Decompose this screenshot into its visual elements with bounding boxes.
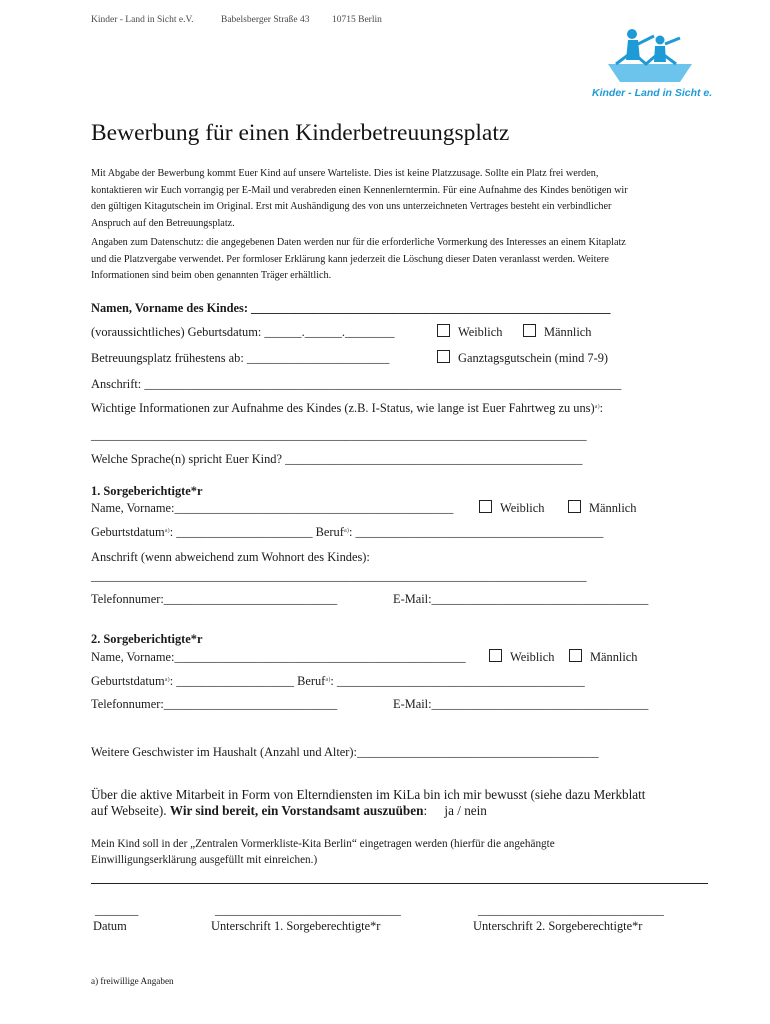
child-language-field[interactable]: Welche Sprache(n) spricht Euer Kind? ________________________________________________: [91, 452, 583, 466]
checkbox-icon[interactable]: [437, 350, 450, 363]
voucher-option[interactable]: [437, 350, 608, 366]
guardian2-male-option[interactable]: [569, 649, 638, 665]
guardian2-phone-field[interactable]: Telefonnumer:____________________________: [91, 697, 338, 711]
birth-field[interactable]: : ______________________: [169, 525, 313, 539]
date-signature-line[interactable]: _______: [95, 903, 139, 917]
option-label: Männlich: [544, 325, 592, 339]
intro-line: den gültigen Kitagutschein im Original. Erst mit Aushändigung des von uns unterzeichneten Vertrages besteht ein verbindlicher: [91, 201, 612, 212]
checkbox-icon[interactable]: [479, 500, 492, 513]
register-line: Mein Kind soll in der „Zentralen Vormerkliste-Kita Berlin“ eingetragen werden (hierfür die angehängte: [91, 838, 555, 850]
child2-body-shape: [654, 46, 666, 62]
siblings-field[interactable]: Weitere Geschwister im Haushalt (Anzahl und Alter):_______________________________________: [91, 745, 599, 759]
option-label: Männlich: [590, 650, 638, 664]
privacy-line: und die Platzvergabe verwendet. Per formloser Erklärung kann jederzeit die Löschung dieser Daten veranlasst werden. Weitere: [91, 253, 609, 265]
job-field[interactable]: : ________________________________________: [348, 525, 604, 539]
child-info-field[interactable]: ________________________________________________________________________________: [91, 428, 587, 442]
child-info-label: Wichtige Informationen zur Aufnahme des Kindes (z.B. I-Status, wie lange ist Euer Fahrtweg zu uns)$^{a)}$:: [91, 401, 604, 415]
birth-label: Geburtstdatum: [91, 525, 165, 539]
footnote-marker: a): [594, 403, 600, 410]
page-title: Bewerbung für einen Kinderbetreuungsplatz: [91, 120, 510, 146]
board-answer-option[interactable]: ja / nein: [444, 803, 487, 818]
duties-line2: [91, 803, 487, 819]
option-label: Weiblich: [510, 650, 555, 664]
child-start-field[interactable]: Betreuungsplatz frühestens ab: _______________________: [91, 351, 390, 365]
footnote-marker: a): [164, 527, 170, 534]
option-label: Weiblich: [500, 501, 545, 515]
child-male-option[interactable]: [523, 324, 592, 340]
header-org: Kinder - Land in Sicht e.V.: [91, 15, 194, 25]
footnote-marker: a): [325, 676, 331, 683]
duties-line: Über die aktive Mitarbeit in Form von Elterndiensten im KiLa bin ich mir bewusst (siehe dazu Merkblatt: [91, 787, 646, 802]
footnote-marker: a): [343, 527, 349, 534]
child-address-field[interactable]: Anschrift: _____________________________________________________________________________: [91, 377, 622, 391]
guardian2-email-field[interactable]: E-Mail:___________________________________: [393, 697, 649, 711]
checkbox-icon[interactable]: [523, 324, 536, 337]
option-label: Weiblich: [458, 325, 503, 339]
duties-text: auf Webseite).: [91, 803, 170, 818]
checkbox-icon[interactable]: [568, 500, 581, 513]
footnote-marker: a): [164, 676, 170, 683]
guardian1-email-field[interactable]: E-Mail:___________________________________: [393, 592, 649, 606]
boat-fold-shape: [616, 52, 676, 64]
footnote: a) freiwillige Angaben: [91, 976, 174, 986]
signature-divider: [91, 883, 708, 884]
child-head-shape: [627, 29, 637, 39]
guardian1-female-option[interactable]: [479, 500, 544, 516]
checkbox-icon[interactable]: [569, 649, 582, 662]
logo-graphic: [588, 22, 712, 102]
header-city: 10715 Berlin: [332, 15, 382, 25]
register-line: Einwilligungserklärung ausgefüllt mit einreichen.): [91, 854, 318, 866]
guardian1-address-label: Anschrift (wenn abweichend zum Wohnort des Kindes):: [91, 550, 370, 564]
child2-head-shape: [656, 36, 665, 45]
option-label: Ganztagsgutschein (mind 7-9): [458, 351, 609, 365]
date-label: Datum: [93, 919, 127, 933]
board-statement: Wir sind bereit, ein Vorstandsamt auszuüben: [169, 803, 424, 818]
guardian2-name-field[interactable]: Name, Vorname:_______________________________________________: [91, 650, 466, 664]
guardian2-female-option[interactable]: [489, 649, 554, 665]
telescope-shape: [665, 38, 680, 44]
guardian1-male-option[interactable]: [568, 500, 637, 516]
intro-paragraph: [91, 166, 701, 232]
guardian1-name-field[interactable]: Name, Vorname:_____________________________________________: [91, 501, 454, 515]
privacy-paragraph: [91, 235, 701, 285]
guardian1-address-field[interactable]: ________________________________________________________________________________: [91, 569, 587, 583]
intro-line: kontaktieren wir Euch vorrangig per E-Mail und verabreden einen Kennenlerntermin. Für eine Aufnahme des Kindes benötigen wir: [91, 184, 628, 196]
child-birthdate-field[interactable]: (voraussichtliches) Geburtsdatum: ______.______.________: [91, 325, 395, 339]
logo: [588, 22, 712, 102]
signature2-label: Unterschrift 2. Sorgeberechtigte*r: [473, 919, 643, 933]
intro-line: Mit Abgabe der Bewerbung kommt Euer Kind auf unsere Warteliste. Dies ist keine Platzzusage. Sollte ein Platz frei werden,: [91, 168, 599, 179]
job-label: Beruf: [315, 525, 344, 539]
intro-line: Anspruch auf den Betreuungsplatz.: [91, 217, 235, 229]
signature2-line[interactable]: ______________________________: [478, 903, 664, 917]
option-label: Männlich: [589, 501, 637, 515]
job-field[interactable]: : ________________________________________: [330, 674, 585, 688]
signature1-line[interactable]: ______________________________: [215, 903, 401, 917]
guardian2-heading: 2. Sorgeberichtigte*r: [91, 632, 203, 646]
guardian1-phone-field[interactable]: Telefonnumer:____________________________: [91, 592, 338, 606]
child-name-field[interactable]: Namen, Vorname des Kindes: __________________________________________________________: [91, 301, 611, 315]
guardian2-birth-job-row[interactable]: [91, 674, 585, 689]
checkbox-icon[interactable]: [437, 324, 450, 337]
duties-colon: :: [423, 803, 428, 818]
birth-label: Geburtstdatum: [91, 674, 165, 688]
guardian1-heading: 1. Sorgeberichtigte*r: [91, 484, 203, 498]
header-street: Babelsberger Straße 43: [221, 15, 310, 25]
info-text: Wichtige Informationen zur Aufnahme des Kindes (z.B. I-Status, wie lange ist Euer Fahrtweg zu uns): [91, 401, 595, 415]
logo-text: Kinder - Land in Sicht e.V.: [592, 87, 712, 99]
boat-hull-shape: [608, 64, 692, 82]
child-arm-shape: [638, 36, 654, 44]
privacy-line: Angaben zum Datenschutz: die angegebenen Daten werden nur für die erforderliche Vormerkung des Interesses an einem Kitaplatz: [91, 237, 626, 248]
guardian1-birth-job-row[interactable]: [91, 525, 603, 540]
privacy-line: Informationen sind beim oben genannten Träger erhältlich.: [91, 270, 332, 281]
birth-field[interactable]: : ___________________: [169, 674, 294, 688]
job-label: Beruf: [297, 674, 326, 688]
checkbox-icon[interactable]: [489, 649, 502, 662]
signature1-label: Unterschrift 1. Sorgeberechtigte*r: [211, 919, 381, 933]
child-female-option[interactable]: [437, 324, 502, 340]
